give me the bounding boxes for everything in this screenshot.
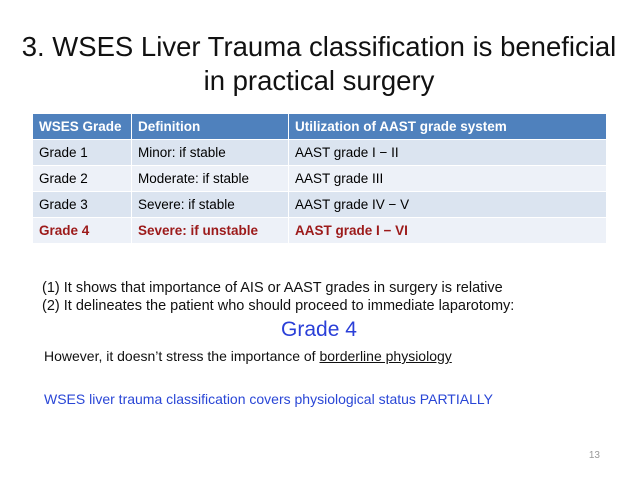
note-point-2: (2) It delineates the patient who should proceed to immediate laparotomy: [42, 298, 515, 314]
table-row-highlighted [33, 218, 606, 244]
however-prefix: However, it doesn’t stress the importance of [44, 348, 320, 364]
cell-grade: Grade 4 [33, 218, 132, 244]
borderline-physiology-text: borderline physiology [319, 348, 452, 364]
slide-title-line1: 3. WSES Liver Trauma classification is beneficial [21, 31, 617, 62]
cell-definition: Moderate: if stable [132, 166, 289, 192]
cell-definition: Severe: if stable [132, 192, 289, 218]
cell-grade: Grade 2 [33, 166, 132, 192]
header-wses-grade: WSES Grade [33, 114, 132, 140]
however-statement [44, 348, 452, 364]
header-aast-utilization: Utilization of AAST grade system [289, 114, 607, 140]
header-definition: Definition [132, 114, 289, 140]
cell-aast: AAST grade IV − V [289, 192, 607, 218]
grade-table [33, 114, 606, 243]
cell-aast: AAST grade I − VI [289, 218, 607, 244]
grade-4-highlight: Grade 4 [281, 318, 357, 341]
cell-aast: AAST grade III [289, 166, 607, 192]
page-number: 13 [588, 450, 600, 461]
slide-title-line2: in practical surgery [203, 65, 435, 96]
note-point-1: (1) It shows that importance of AIS or AAST grades in surgery is relative [42, 280, 503, 296]
cell-definition: Minor: if stable [132, 140, 289, 166]
cell-definition: Severe: if unstable [132, 218, 289, 244]
cell-grade: Grade 1 [33, 140, 132, 166]
table-row [33, 140, 606, 166]
cell-grade: Grade 3 [33, 192, 132, 218]
table-header-row [33, 114, 606, 140]
cell-aast: AAST grade I − II [289, 140, 607, 166]
table-row [33, 166, 606, 192]
conclusion-text: WSES liver trauma classification covers physiological status PARTIALLY [44, 391, 493, 407]
table-row [33, 192, 606, 218]
slide-title [0, 30, 638, 98]
